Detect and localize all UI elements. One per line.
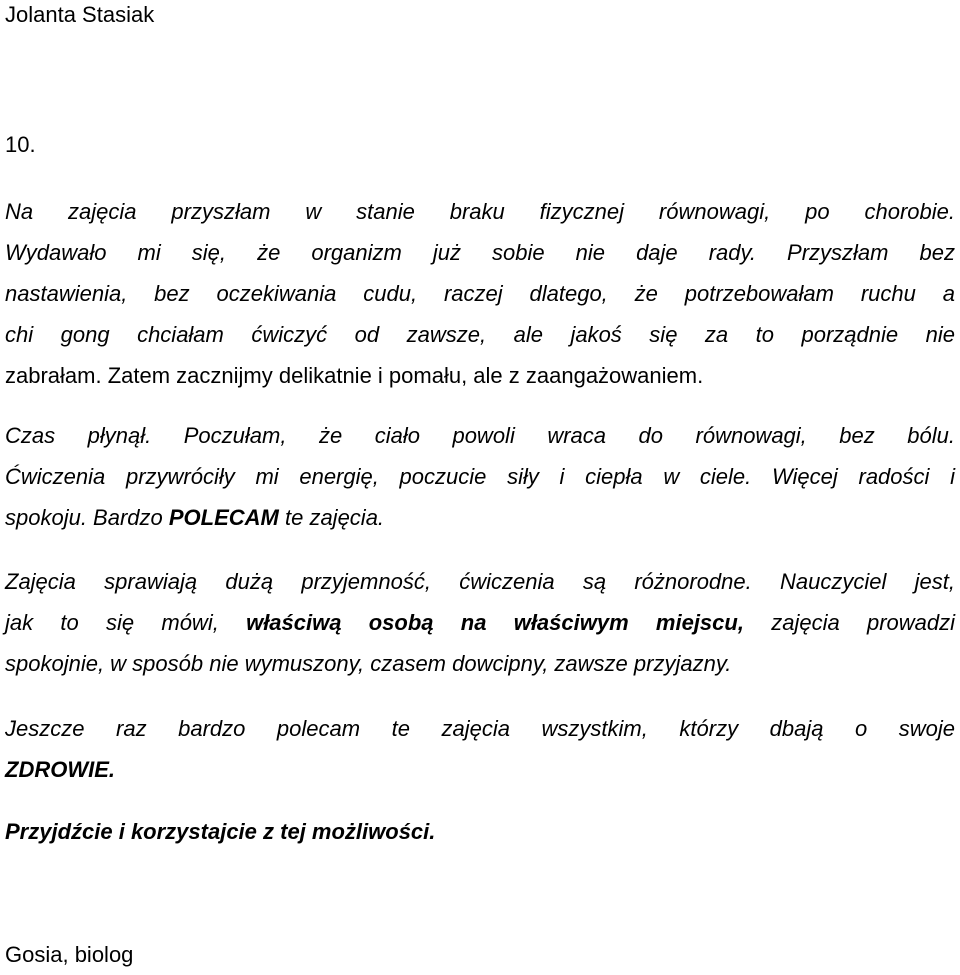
paragraph-2-line-1: Czas płynął. Poczułam, że ciało powoli wraca do równowagi, bez bólu.: [5, 423, 955, 448]
paragraph-1: [5, 191, 955, 396]
paragraph-2-line-3: [5, 497, 955, 538]
paragraph-3-line-3: spokojnie, w sposób nie wymuszony, czasem dowcipny, zawsze przyjazny.: [5, 651, 732, 676]
paragraph-1-line-1: Na zajęcia przyszłam w stanie braku fizycznej równowagi, po chorobie.: [5, 199, 955, 224]
paragraph-3: [5, 561, 955, 684]
entry-number: 10.: [5, 132, 36, 157]
polecam-emphasis: POLECAM: [168, 505, 279, 530]
paragraph-3-line-2-end: zajęcia prowadzi: [743, 610, 956, 635]
paragraph-3-line-2: [5, 602, 955, 643]
paragraph-2-line-3-end: te zajęcia.: [278, 505, 385, 530]
author-name: Jolanta Stasiak: [5, 2, 155, 27]
closing-call-to-action: Przyjdźcie i korzystajcie z tej możliwości.: [5, 819, 436, 844]
paragraph-4: [5, 708, 955, 790]
zdrowie-emphasis: ZDROWIE.: [5, 757, 115, 782]
paragraph-4-line-2: [5, 749, 955, 790]
paragraph-2-line-3-start: spokoju. Bardzo: [5, 505, 169, 530]
paragraph-4-line-1: Jeszcze raz bardzo polecam te zajęcia wszystkim, którzy dbają o swoje: [5, 716, 955, 741]
signature: Gosia, biolog: [5, 942, 134, 967]
paragraph-2-line-2: Ćwiczenia przywróciły mi energię, poczucie siły i ciepła w ciele. Więcej radości i: [5, 464, 955, 489]
right-person-emphasis: właściwą osobą na właściwym miejscu,: [246, 610, 744, 635]
paragraph-1-line-3: nastawienia, bez oczekiwania cudu, raczej dlatego, że potrzebowałam ruchu a: [5, 281, 955, 306]
paragraph-1-line-5: zabrałam. Zatem zacznijmy delikatnie i pomału, ale z zaangażowaniem.: [5, 363, 704, 388]
paragraph-3-line-1: Zajęcia sprawiają dużą przyjemność, ćwiczenia są różnorodne. Nauczyciel jest,: [5, 569, 955, 594]
paragraph-2: [5, 415, 955, 538]
paragraph-3-line-2-start: jak to się mówi,: [5, 610, 247, 635]
paragraph-1-line-2: Wydawało mi się, że organizm już sobie nie daje rady. Przyszłam bez: [5, 240, 955, 265]
paragraph-5: [5, 811, 955, 852]
paragraph-1-line-4: chi gong chciałam ćwiczyć od zawsze, ale jakoś się za to porządnie nie: [5, 322, 955, 347]
